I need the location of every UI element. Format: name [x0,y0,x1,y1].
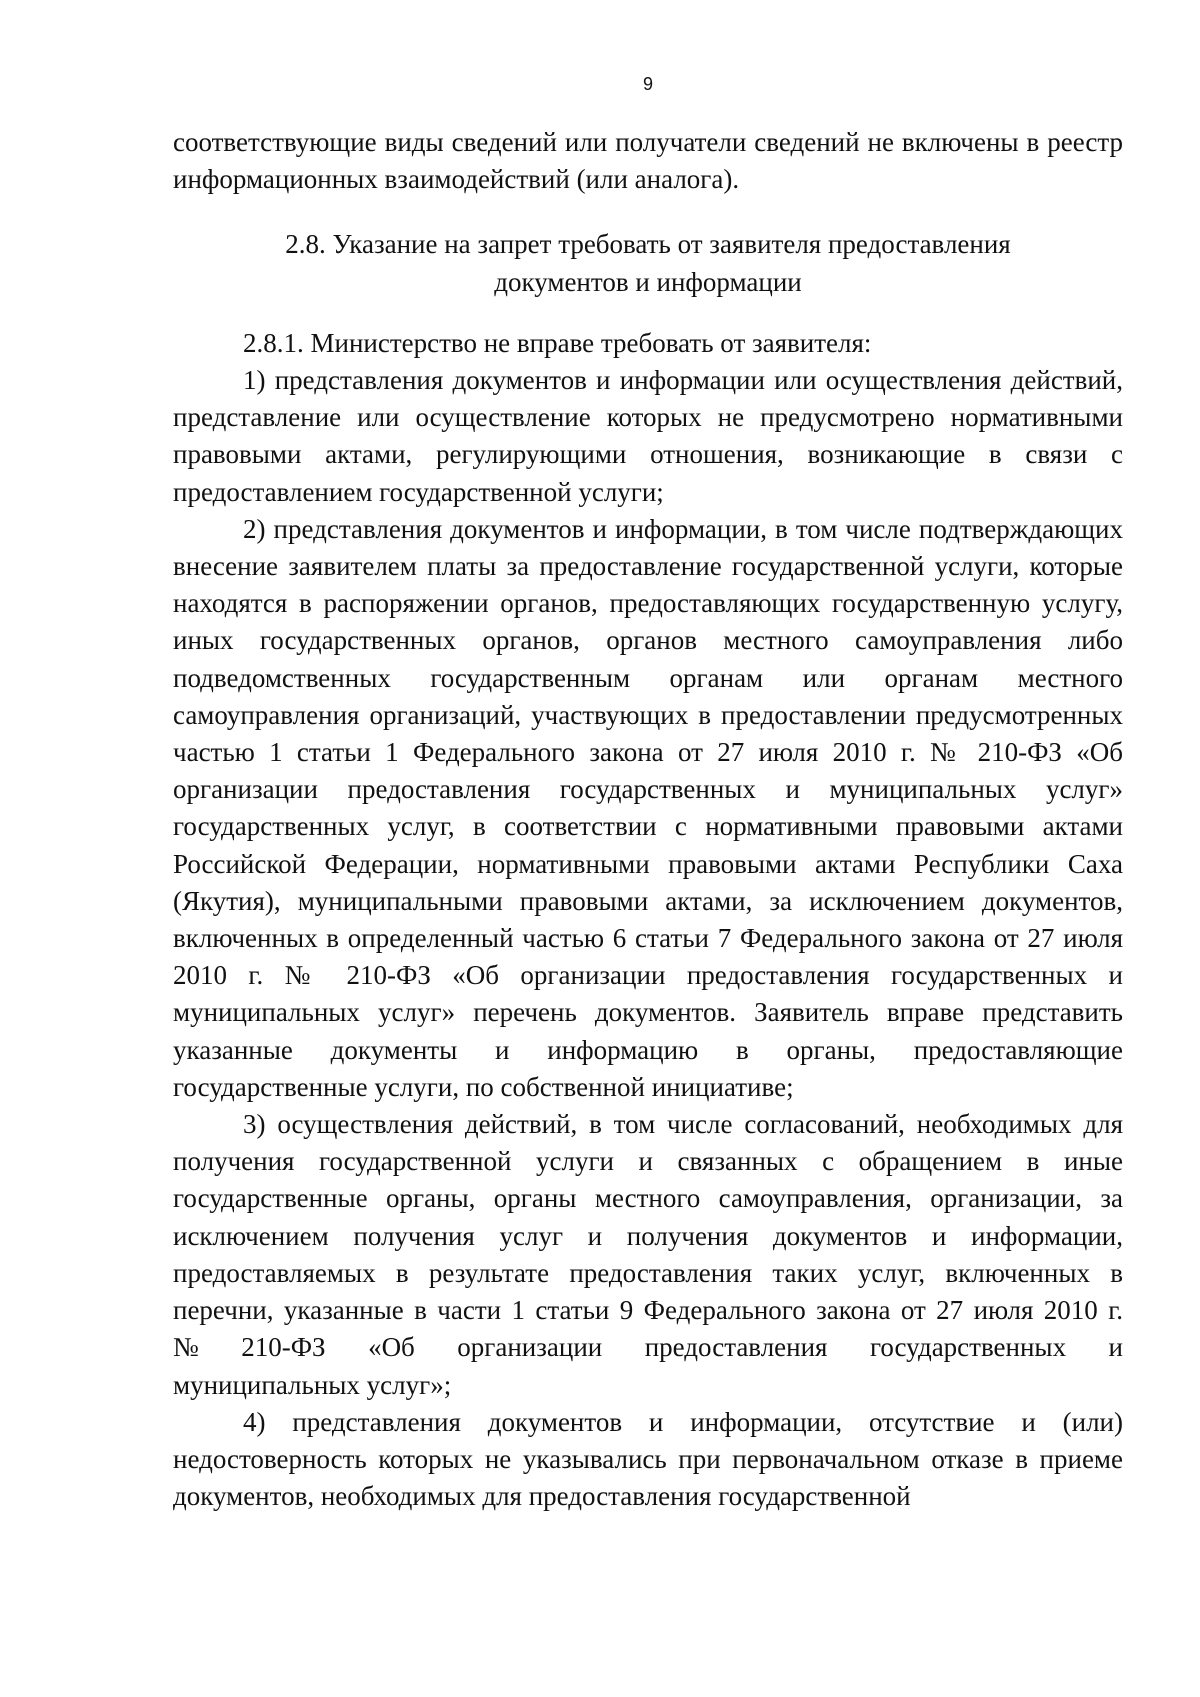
ref-word: государственных [869,1332,1067,1363]
clause-2-8-1: 2.8.1. Министерство не вправе требовать от заявителя: [243,327,872,358]
list-item-3: 3) осуществления действий, в том числе согласований, необходимых для получения государственной услуги и связанных с обращением в иные государственные органы, органы местного самоуправления, организации, за исключением получения услуг и получения документов и информации, предоставляемых в результате предоставления таких услуг, включенных в перечни, указанные в части 1 статьи 9 Федерального закона от 27 июля 2010 г. [173,1109,1123,1326]
ref-word: организации [457,1332,603,1363]
intro-paragraph: соответствующие виды сведений или получатели сведений не включены в реестр информационных взаимодействий (или аналога). [173,127,1123,195]
list-item-2: 2) представления документов и информации, в том числе подтверждающих внесение заявителем платы за предоставление государственной услуги, которые находятся в распоряжении органов, предоставляющих государственную услугу, иных государственных органов, органов местного самоуправления либо подведомственных государственным органам или органам местного самоуправления организаций, участвующих в предоставлении предусмотренных частью 1 статьи 1 Федерального закона от 27 июля 2010 г. № 210-ФЗ «Об организации предоставления государственных и муниципальных услуг» государственных услуг, в соответствии с нормативными правовыми актами Российской Федерации, нормативными правовыми актами Республики Саха (Якутия), муниципальными правовыми актами, за исключением документов, включенных в определенный частью 6 статьи 7 Федерального закона от 27 июля 2010 г. № 210-ФЗ «Об организации предоставления государственных и муниципальных услуг» перечень документов. Заявитель вправе представить указанные документы и информацию в органы, предоставляющие государственные услуги, по собственной инициативе; [173,513,1123,1102]
ref-word: и [1108,1332,1123,1363]
list-item-3-reference-line [173,1329,1123,1366]
list-item-3-tail: муниципальных услуг»; [173,1369,452,1400]
list-item-1: 1) представления документов и информации или осуществления действий, представление или осуществление которых не предусмотрено нормативными правовыми актами, регулирующими отношения, возникающие в связи с предоставлением государственной услуги; [173,365,1123,507]
document-page [173,0,1123,1697]
section-heading-line-2: документов и информации [494,266,802,297]
ref-word: № [173,1332,199,1363]
section-heading-line-1: 2.8. Указание на запрет требовать от заявителя предоставления [285,229,1011,260]
list-item-4: 4) представления документов и информации, отсутствие и (или) недостоверность которых не указывались при первоначальном отказе в приеме документов, необходимых для предоставления государственной [173,1406,1123,1512]
document-body [173,124,1123,1515]
ref-word: предоставления [644,1332,828,1363]
section-heading [173,226,1123,300]
ref-word: 210-ФЗ [241,1332,326,1363]
page-number: 9 [642,74,653,94]
ref-word: «Об [368,1332,415,1363]
